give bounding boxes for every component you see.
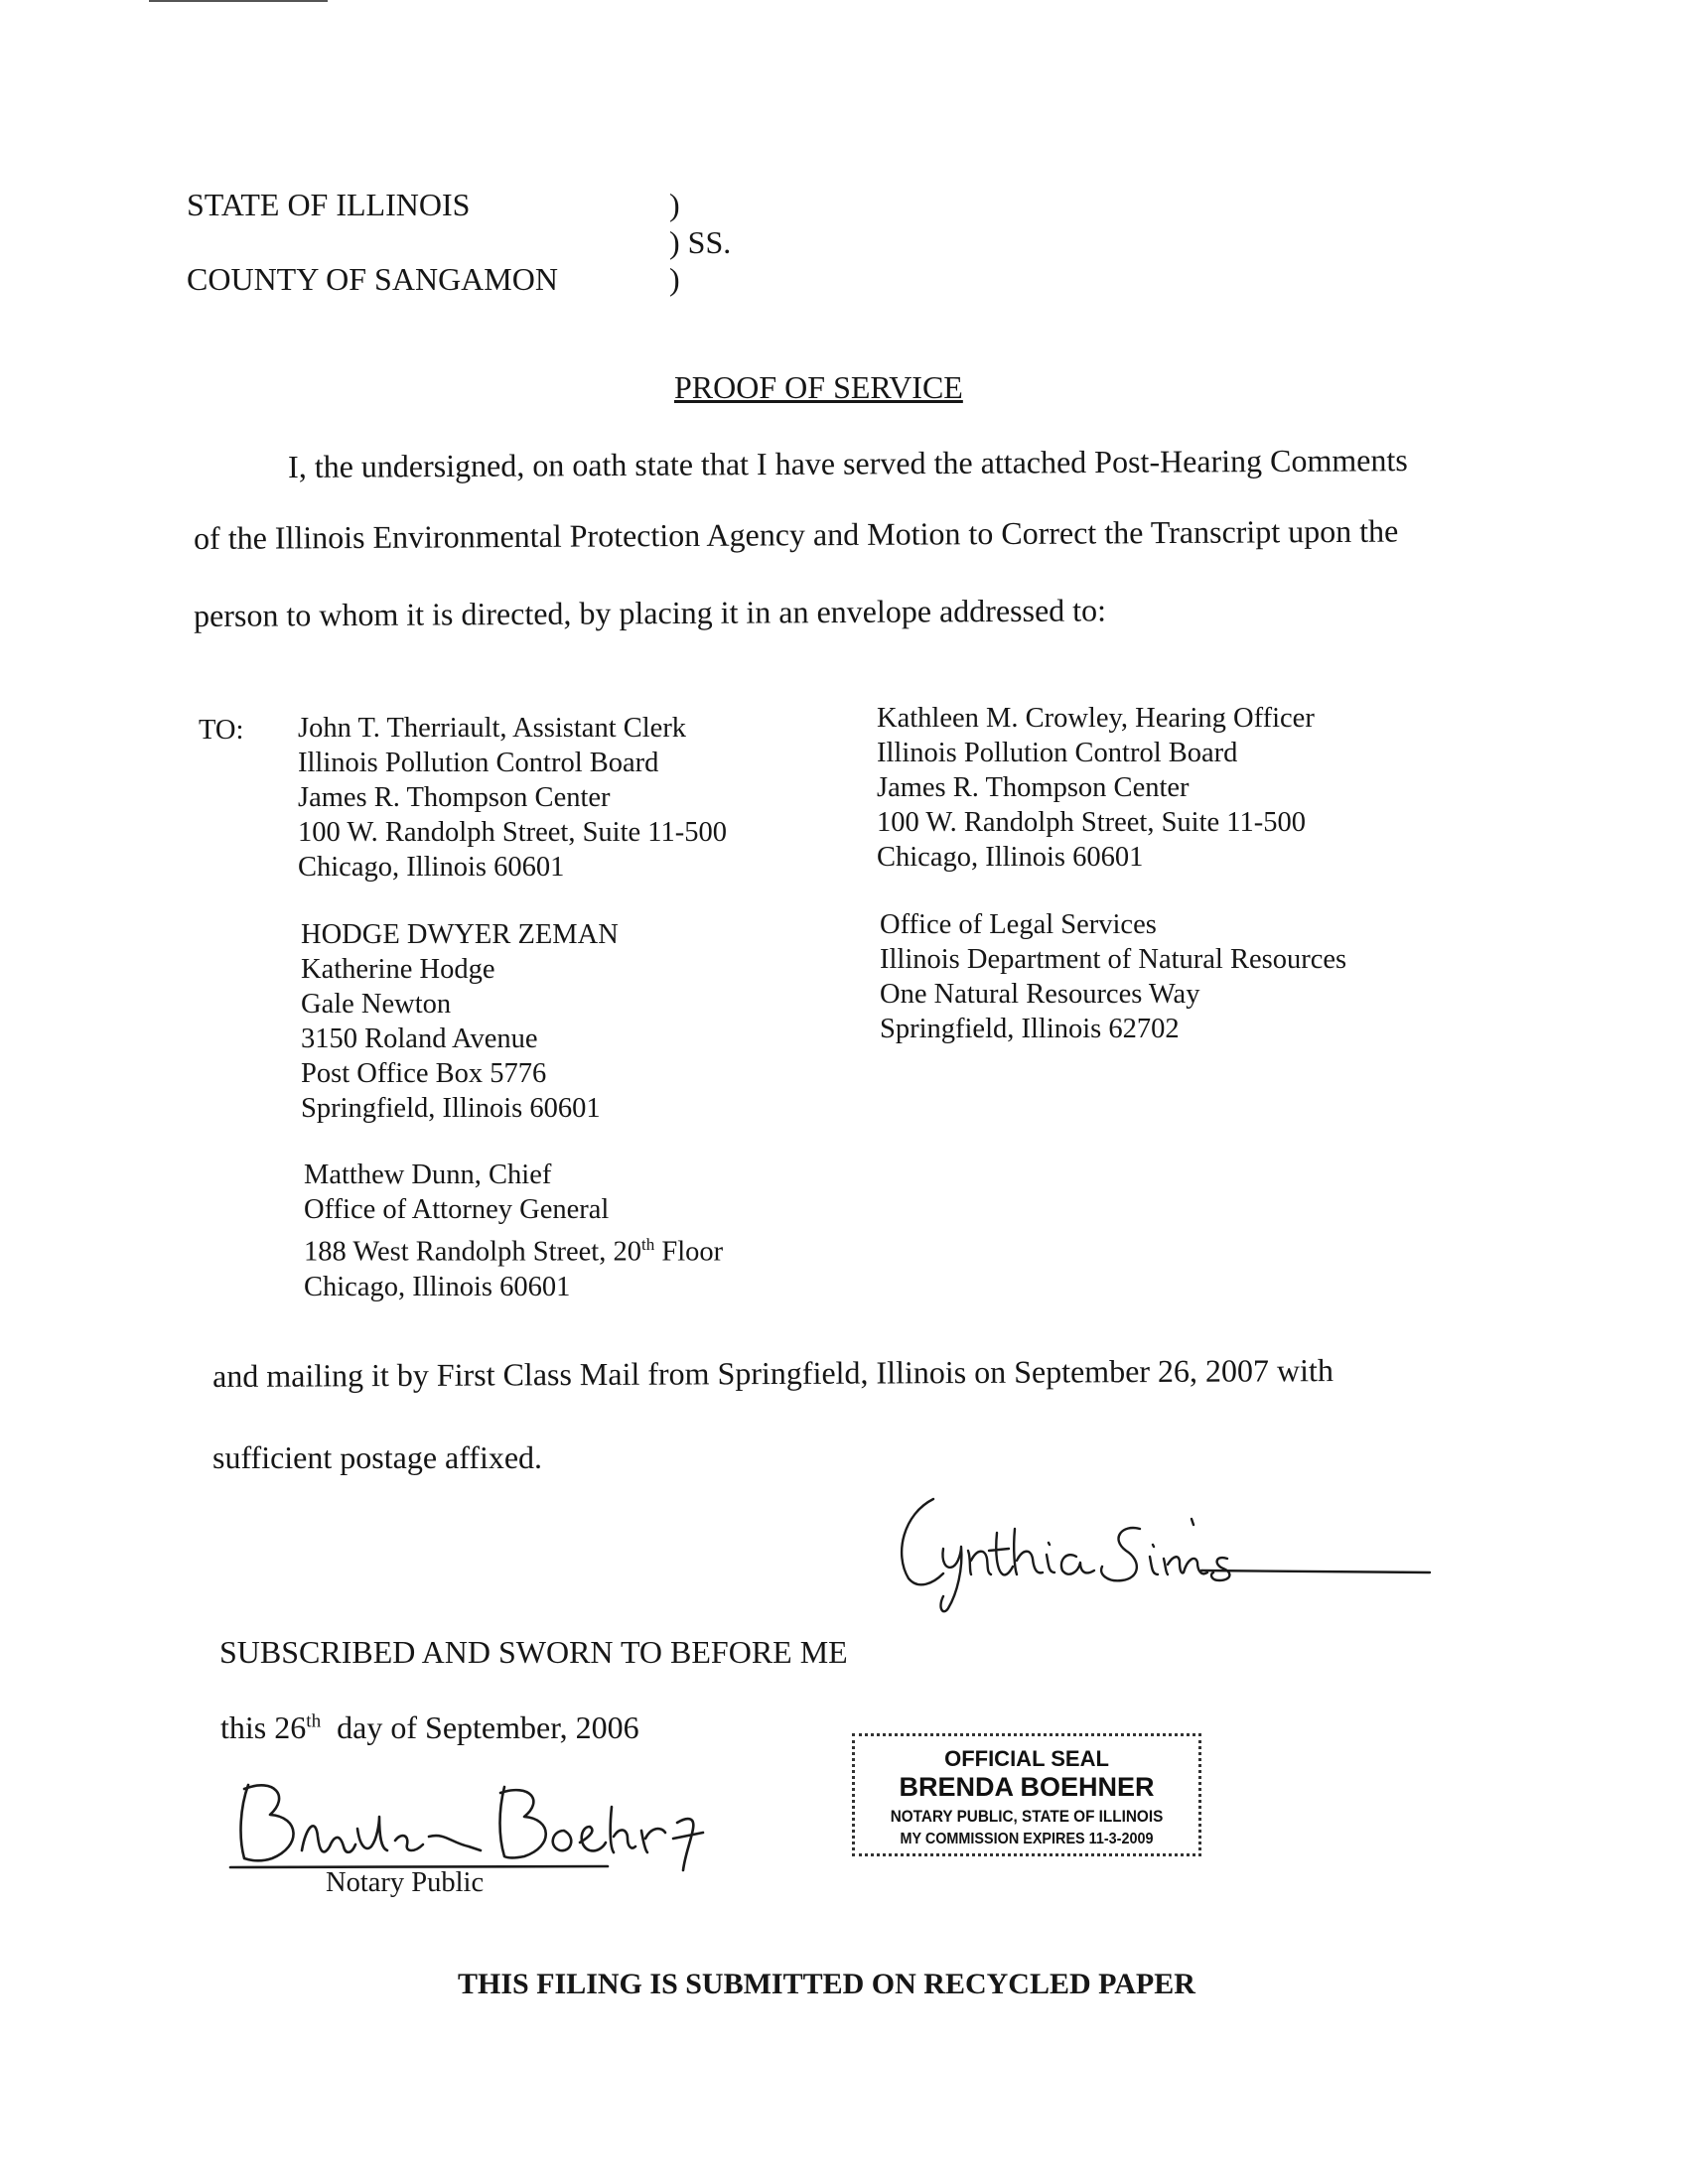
body-line-2: of the Illinois Environmental Protection Agency and Motion to Correct the Transcript upon the	[194, 512, 1399, 556]
jurat-this: this 26	[220, 1709, 307, 1745]
address-line: Illinois Pollution Control Board	[877, 738, 1238, 768]
address-line: Office of Attorney General	[304, 1194, 610, 1225]
caption-ss: ) SS.	[669, 224, 732, 260]
seal-line-2: BRENDA BOEHNER	[899, 1772, 1155, 1802]
mailing-line-2: sufficient postage affixed.	[212, 1439, 543, 1475]
address-line: HODGE DWYER ZEMAN	[301, 919, 619, 950]
address-line: Gale Newton	[301, 989, 452, 1020]
address-block-dnr	[880, 907, 1346, 1046]
seal-line-1: OFFICIAL SEAL	[944, 1746, 1109, 1771]
address-line: James R. Thompson Center	[877, 772, 1190, 803]
notary-public-label: Notary Public	[326, 1867, 485, 1898]
address-block-therriault	[298, 711, 727, 885]
body-line-3: person to whom it is directed, by placing it in an envelope addressed to:	[194, 592, 1107, 633]
body-line-1: I, the undersigned, on oath state that I have served the attached Post-Hearing Comments	[288, 442, 1408, 484]
address-line: 100 W. Randolph Street, Suite 11-500	[877, 807, 1306, 838]
address-block-hodge	[301, 917, 619, 1126]
address-line: 3150 Roland Avenue	[301, 1024, 538, 1054]
address-line: Katherine Hodge	[301, 954, 495, 985]
address-line: Matthew Dunn, Chief	[304, 1160, 552, 1190]
address-line: Chicago, Illinois 60601	[877, 842, 1144, 873]
signature-notary	[220, 1767, 776, 1886]
caption-paren-3: )	[669, 261, 680, 297]
jurat-line-1: SUBSCRIBED AND SWORN TO BEFORE ME	[219, 1634, 848, 1670]
address-line: Office of Legal Services	[880, 909, 1157, 940]
address-line: One Natural Resources Way	[880, 979, 1200, 1010]
document-title: PROOF OF SERVICE	[674, 369, 963, 405]
ordinal-suffix: th	[640, 1235, 655, 1254]
address-line: Kathleen M. Crowley, Hearing Officer	[877, 703, 1315, 734]
caption-paren-1: )	[669, 187, 680, 222]
signature-cynthia-sims	[874, 1479, 1440, 1618]
recycled-paper-footer: THIS FILING IS SUBMITTED ON RECYCLED PAPER	[458, 1968, 1195, 2000]
scan-mark	[149, 0, 328, 2]
seal-line-3: NOTARY PUBLIC, STATE OF ILLINOIS	[890, 1807, 1164, 1826]
address-text: Floor	[654, 1236, 724, 1268]
notary-seal	[852, 1733, 1201, 1856]
address-line: Chicago, Illinois 60601	[298, 852, 565, 883]
jurat-date: day of September, 2006	[321, 1709, 639, 1745]
address-line: Illinois Pollution Control Board	[298, 748, 659, 778]
address-line: Springfield, Illinois 60601	[301, 1093, 601, 1124]
address-line: James R. Thompson Center	[298, 782, 611, 813]
seal-line-4: MY COMMISSION EXPIRES 11-3-2009	[900, 1831, 1154, 1847]
address-text: 188 West Randolph Street, 20	[304, 1236, 641, 1268]
mailing-line-1: and mailing it by First Class Mail from Springfield, Illinois on September 26, 2007 with	[212, 1352, 1333, 1394]
address-line: 100 W. Randolph Street, Suite 11-500	[298, 817, 727, 848]
ordinal-suffix: th	[306, 1710, 322, 1732]
address-line	[304, 1227, 723, 1270]
address-block-crowley	[877, 701, 1315, 875]
address-line: Springfield, Illinois 62702	[880, 1014, 1180, 1044]
address-line: Chicago, Illinois 60601	[304, 1271, 571, 1302]
address-line: Post Office Box 5776	[301, 1058, 547, 1089]
caption-state: STATE OF ILLINOIS	[187, 187, 471, 222]
to-label: TO:	[199, 715, 244, 746]
address-line: John T. Therriault, Assistant Clerk	[298, 713, 687, 744]
caption-county: COUNTY OF SANGAMON	[187, 261, 558, 297]
address-line: Illinois Department of Natural Resources	[880, 944, 1347, 975]
jurat-line-2	[220, 1709, 639, 1746]
address-block-dunn	[304, 1158, 723, 1304]
